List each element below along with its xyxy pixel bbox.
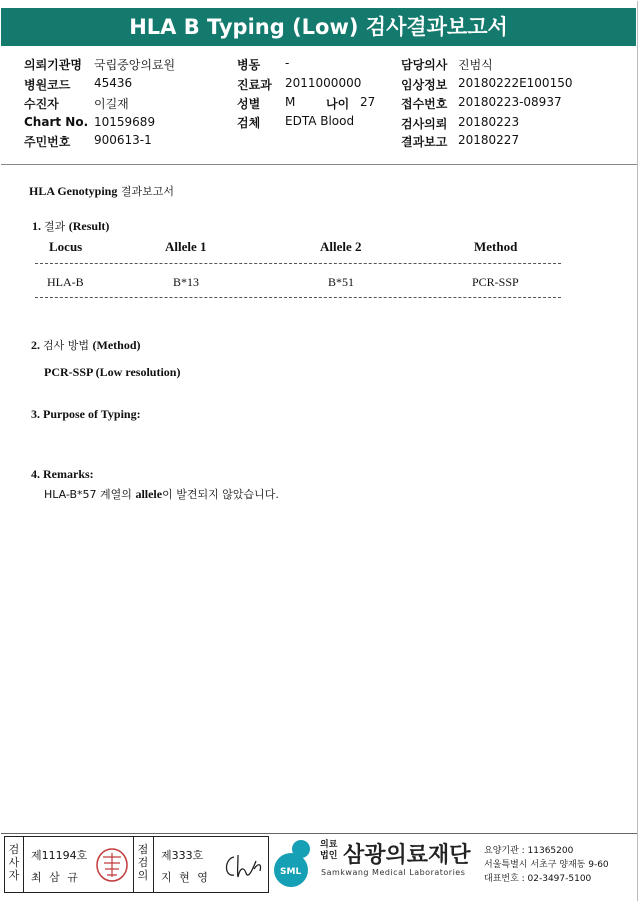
report-heading [29,183,174,199]
org-type-line2: 법인 [320,851,338,861]
seal-stamp-icon [95,847,129,883]
field-value: 2011000000 [285,76,362,90]
field-label: 담당의사 [401,58,448,72]
table-cell-allele2: B*51 [328,275,355,289]
checker-name: 지 현 영 [161,871,210,884]
org-info-phone: 대표번호 : 02-3497-5100 [484,874,592,884]
org-type-line1: 의료 [320,840,338,850]
field-value: 10159689 [94,115,156,129]
box-divider [153,837,154,892]
field-label: 검사의뢰 [401,117,448,131]
table-cell-method: PCR-SSP [472,275,519,289]
field-value: 20180227 [458,133,520,147]
field-value: M [285,95,296,109]
field-label: 병동 [237,58,261,72]
field-label: 결과보고 [401,135,448,149]
signature-box [4,836,269,893]
org-info-code: 요양기관 : 11365200 [484,846,574,856]
section-number: 1. [32,219,44,233]
field-value: 20180223-08937 [458,95,562,109]
table-divider-top [35,263,561,264]
sml-logo-icon [271,838,317,888]
age-label: 나이 [326,97,350,111]
remarks-part-c: 이 발견되지 않았습니다. [162,488,279,501]
org-name: 삼광의료재단 [343,843,471,868]
field-value: 45436 [94,76,133,90]
box-divider [23,837,24,892]
field-value: 이길재 [94,97,129,111]
field-label: 진료과 [237,78,272,92]
field-value: - [285,56,290,70]
section-title-ko: 결과 [44,220,69,233]
remarks-part-b: allele [135,487,163,501]
field-label: 수진자 [24,97,59,111]
checker-license: 제333호 [161,849,204,862]
age-value: 27 [360,95,376,109]
header-divider [1,164,637,165]
remarks-text [44,486,279,502]
section-3-title: 3. Purpose of Typing: [31,407,141,421]
field-value: 국립중앙의료원 [94,58,176,72]
table-header-locus: Locus [49,239,83,254]
field-label: Chart No. [24,115,89,129]
table-header-method: Method [474,239,518,254]
field-label: 의뢰기관명 [24,58,82,72]
tester-name: 최 삼 규 [31,871,80,884]
checker-label: 점검의 [137,843,149,882]
section-number: 2. [31,338,43,352]
remarks-part-a: HLA-B*57 계열의 [44,488,136,501]
field-value: 20180222E100150 [458,76,573,90]
field-value: 900613-1 [94,133,152,147]
section-title-en: (Method) [92,338,141,352]
field-value: EDTA Blood [285,114,355,128]
table-header-allele2: Allele 2 [320,239,362,254]
footer-divider [1,833,637,834]
field-label: 주민번호 [24,135,71,149]
table-cell-allele1: B*13 [173,275,200,289]
org-type [320,840,337,862]
table-header-allele1: Allele 1 [165,239,207,254]
section-2-title [31,337,141,353]
table-divider-bottom [35,297,561,298]
org-info-address: 서울특별시 서초구 양재동 9-60 [484,860,609,870]
field-label: 검체 [237,116,261,130]
box-divider [133,837,134,892]
org-english-name: Samkwang Medical Laboratories [321,868,466,877]
section-title-ko: 검사 방법 [43,339,93,352]
tester-label: 검사자 [8,843,20,882]
report-heading-rest: 결과보고서 [117,185,174,198]
signature-icon [220,849,265,883]
method-value: PCR-SSP (Low resolution) [44,365,181,379]
section-4-title: 4. Remarks: [31,467,94,481]
field-label: 임상정보 [401,78,448,92]
field-label: 병원코드 [24,78,71,92]
tester-license: 제11194호 [31,849,88,862]
report-title: HLA B Typing (Low) 검사결과보고서 [1,8,636,46]
section-1-title [32,218,109,234]
field-label: 접수번호 [401,97,448,111]
table-cell-locus: HLA-B [47,275,84,289]
logo-text: SML [280,867,302,877]
field-value: 진범식 [458,58,493,72]
section-title-en: (Result) [68,219,110,233]
field-value: 20180223 [458,115,520,129]
report-heading-bold: HLA Genotyping [29,184,118,198]
field-label: 성별 [237,97,261,111]
